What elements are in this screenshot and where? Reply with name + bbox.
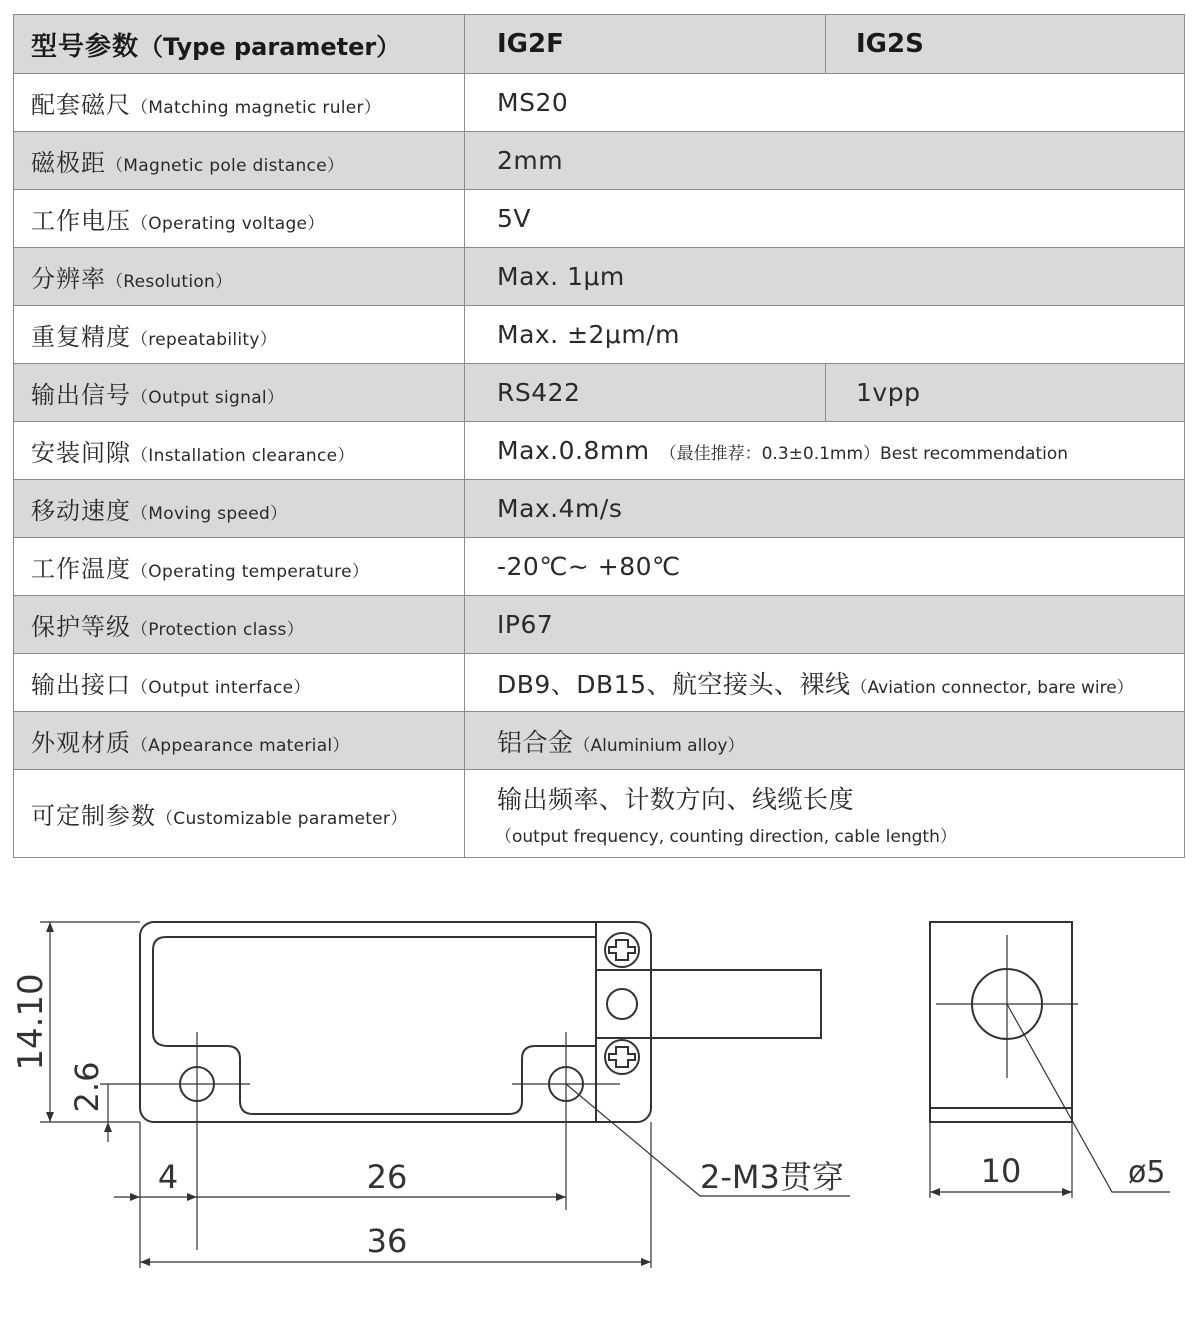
row-label-zh: 分辨率 bbox=[31, 265, 106, 293]
table-row bbox=[14, 654, 1185, 712]
row-label-zh: 保护等级 bbox=[31, 613, 131, 641]
dim-diameter-label: ø5 bbox=[1128, 1155, 1166, 1190]
row-label-zh: 输出接口 bbox=[31, 671, 131, 699]
dim-total-label: 36 bbox=[366, 1222, 408, 1260]
row-label-zh: 工作温度 bbox=[31, 555, 131, 583]
header-model-b bbox=[826, 15, 1185, 74]
table-row bbox=[14, 712, 1185, 770]
dim-side-width-label: 10 bbox=[980, 1152, 1022, 1190]
row-label-zh: 外观材质 bbox=[31, 729, 131, 757]
table-header-row bbox=[14, 15, 1185, 74]
arrow bbox=[104, 1122, 112, 1132]
arrow bbox=[1062, 1188, 1072, 1196]
arrow bbox=[641, 1258, 651, 1266]
header-param-cell bbox=[14, 15, 465, 74]
table-row bbox=[14, 538, 1185, 596]
row-note: （Aluminium alloy） bbox=[573, 735, 745, 756]
row-value: DB9、DB15、航空接头、裸线 bbox=[497, 669, 851, 699]
table-row bbox=[14, 422, 1185, 480]
screw-bottom-cross bbox=[609, 1047, 635, 1067]
row-label-en: （Moving speed） bbox=[131, 504, 288, 524]
arrow bbox=[46, 922, 54, 932]
row-label-en: （Customizable parameter） bbox=[156, 809, 408, 829]
dim-hole-offset-label: 2.6 bbox=[68, 1061, 106, 1113]
row-label-en: （Operating voltage） bbox=[131, 214, 325, 234]
row-value: 5V bbox=[497, 204, 532, 233]
row-value: Max. ±2μm/m bbox=[497, 320, 680, 349]
spec-table bbox=[13, 14, 1185, 858]
arrow bbox=[130, 1193, 140, 1201]
screw-top-cross bbox=[609, 940, 635, 960]
cable-outlet bbox=[596, 970, 821, 1038]
arrow bbox=[556, 1193, 566, 1201]
dim-left-label: 4 bbox=[157, 1158, 179, 1196]
row-label-en: （Resolution） bbox=[106, 272, 233, 292]
header-param-zh: 型号参数 bbox=[31, 31, 140, 62]
hole-note-label: 2-M3贯穿 bbox=[700, 1158, 844, 1196]
row-label-en: （Appearance material） bbox=[131, 736, 350, 756]
dim-hole-spacing-label: 26 bbox=[366, 1158, 408, 1196]
row-note: （output frequency, counting direction, cable length） bbox=[495, 827, 957, 847]
row-label-zh: 移动速度 bbox=[31, 497, 131, 525]
row-value: IP67 bbox=[497, 610, 554, 639]
header-model-a bbox=[465, 15, 826, 74]
screw-bottom-icon bbox=[605, 1040, 639, 1074]
row-label-en: （Operating temperature） bbox=[131, 562, 370, 582]
table-row bbox=[14, 74, 1185, 132]
table-row bbox=[14, 770, 1185, 858]
row-label-en: （Matching magnetic ruler） bbox=[131, 98, 382, 118]
row-label-zh: 配套磁尺 bbox=[31, 91, 131, 119]
row-label-zh: 工作电压 bbox=[31, 207, 131, 235]
row-value: Max.4m/s bbox=[497, 494, 623, 523]
row-label-en: （Protection class） bbox=[131, 620, 305, 640]
row-label-zh: 重复精度 bbox=[31, 323, 131, 351]
front-view-outline bbox=[140, 922, 651, 1122]
arrow bbox=[140, 1258, 150, 1266]
model-a-label: IG2F bbox=[497, 29, 564, 59]
arrow bbox=[930, 1188, 940, 1196]
header-param-en: （Type parameter） bbox=[139, 32, 401, 61]
row-label-en: （repeatability） bbox=[131, 330, 278, 350]
row-value: Max. 1μm bbox=[497, 262, 625, 291]
table-row bbox=[14, 364, 1185, 422]
row-value: MS20 bbox=[497, 88, 569, 117]
row-label-zh: 可定制参数 bbox=[31, 802, 156, 830]
row-value-b: 1vpp bbox=[856, 378, 921, 407]
model-b-label: IG2S bbox=[856, 29, 924, 59]
row-label-en: （Output interface） bbox=[131, 678, 311, 698]
row-note: （Aviation connector, bare wire） bbox=[850, 677, 1134, 698]
row-value: 输出频率、计数方向、线缆长度 bbox=[497, 785, 855, 814]
row-value: Max.0.8mm bbox=[497, 436, 650, 465]
screw-top-icon bbox=[605, 933, 639, 967]
row-value: -20℃~ +80℃ bbox=[497, 552, 681, 581]
front-view-pocket bbox=[153, 937, 596, 1114]
row-label-zh: 磁极距 bbox=[31, 149, 106, 177]
table-row bbox=[14, 132, 1185, 190]
dim-height-label: 14.10 bbox=[11, 973, 51, 1071]
row-label-zh: 安装间隙 bbox=[31, 439, 131, 467]
row-label-zh: 输出信号 bbox=[31, 381, 131, 409]
table-row bbox=[14, 248, 1185, 306]
row-label-en: （Installation clearance） bbox=[131, 446, 355, 466]
side-view-outline bbox=[930, 922, 1072, 1122]
table-row bbox=[14, 190, 1185, 248]
row-value: 铝合金 bbox=[497, 727, 574, 757]
table-row bbox=[14, 306, 1185, 364]
row-label-en: （Output signal） bbox=[131, 388, 285, 408]
indicator-hole bbox=[607, 989, 637, 1019]
arrow bbox=[187, 1193, 197, 1201]
table-row bbox=[14, 480, 1185, 538]
table-row bbox=[14, 596, 1185, 654]
row-value: 2mm bbox=[497, 146, 564, 175]
arrow bbox=[46, 1112, 54, 1122]
row-label-en: （Magnetic pole distance） bbox=[106, 156, 345, 176]
technical-drawing bbox=[0, 880, 1200, 1326]
row-value-a: RS422 bbox=[497, 378, 581, 407]
row-note: （最佳推荐：0.3±0.1mm）Best recommendation bbox=[659, 444, 1069, 464]
